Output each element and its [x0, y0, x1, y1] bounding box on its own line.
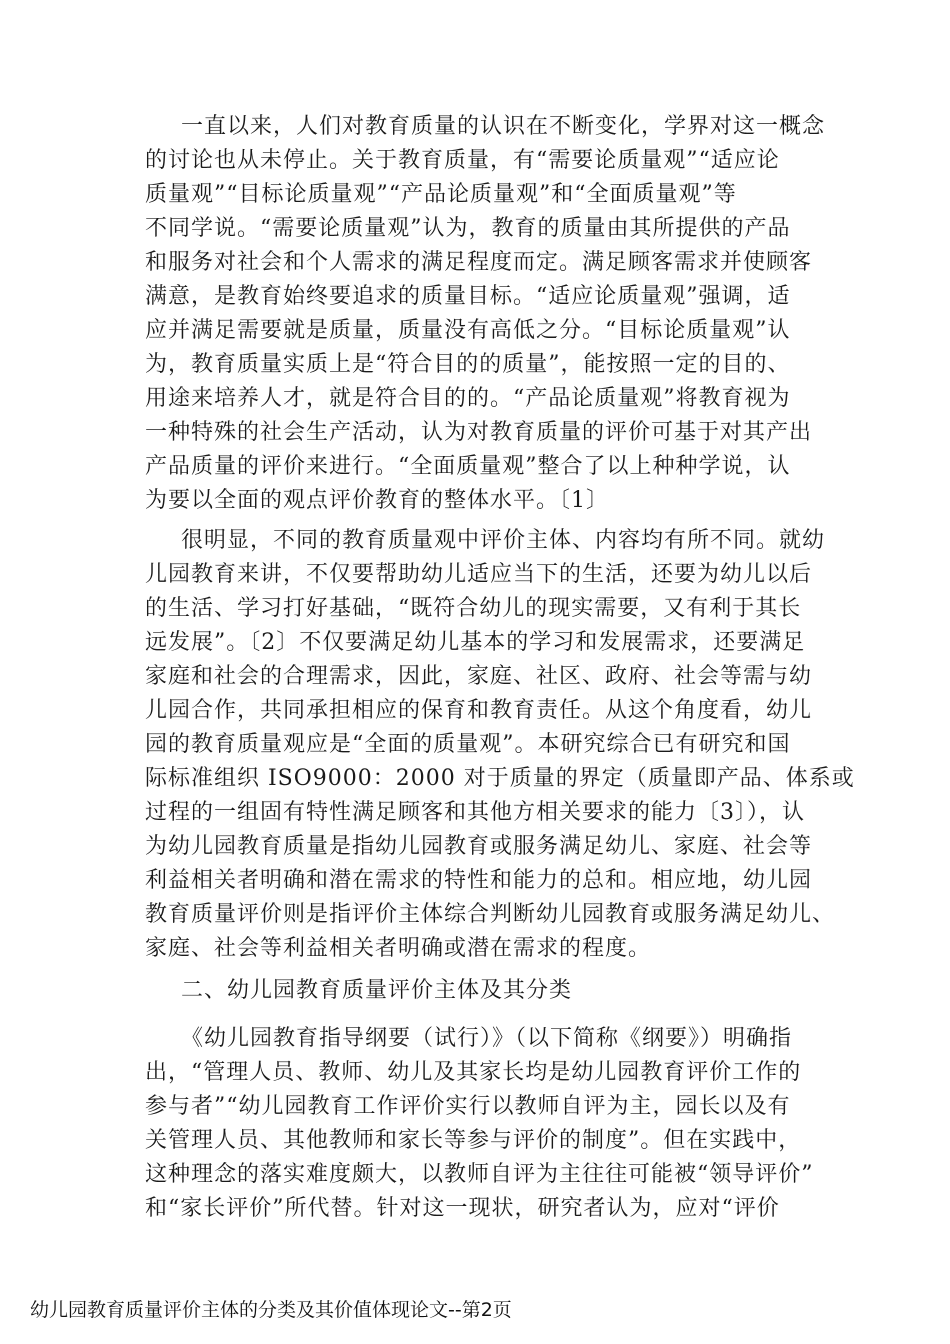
paragraph-line: 利益相关者明确和潜在需求的特性和能力的总和。相应地，幼儿园 [145, 868, 813, 893]
paragraph-line: 过程的一组固有特性满足顾客和其他方相关要求的能力〔3〕），认 [145, 800, 805, 825]
paragraph-line: 关管理人员、其他教师和家长等参与评价的制度”。但在实践中， [145, 1128, 802, 1153]
paragraph-line: 满意，是教育始终要追求的质量目标。“适应论质量观”强调，适 [145, 284, 791, 309]
paragraph-line: 家庭和社会的合理需求，因此，家庭、社区、政府、社会等需与幼 [145, 664, 813, 689]
paragraph-line: 教育质量评价则是指评价主体综合判断幼儿园教育或服务满足幼儿、 [145, 902, 836, 927]
paragraph-line: 出，“管理人员、教师、幼儿及其家长均是幼儿园教育评价工作的 [145, 1060, 802, 1085]
paragraph-line: 儿园合作，共同承担相应的保育和教育责任。从这个角度看，幼儿 [145, 698, 813, 723]
section-heading: 二、幼儿园教育质量评价主体及其分类 [181, 978, 573, 1003]
paragraph-line: 一种特殊的社会生产活动，认为对教育质量的评价可基于对其产出 [145, 420, 813, 445]
paragraph-line: 儿园教育来讲，不仅要帮助幼儿适应当下的生活，还要为幼儿以后 [145, 562, 813, 587]
paragraph-line: 一直以来，人们对教育质量的认识在不断变化，学界对这一概念 [181, 114, 826, 139]
paragraph-evaluation-subjects [145, 1022, 825, 1226]
paragraph-line: 和服务对社会和个人需求的满足程度而定。满足顾客需求并使顾客 [145, 250, 813, 275]
paragraph-line: 家庭、社会等利益相关者明确或潜在需求的程度。 [145, 936, 652, 961]
paragraph-line: 这种理念的落实难度颇大，以教师自评为主往往可能被“领导评价” [145, 1162, 814, 1187]
paragraph-kindergarten-quality-definition [145, 524, 855, 966]
paragraph-line: 园的教育质量观应是“全面的质量观”。本研究综合已有研究和国 [145, 732, 791, 757]
paragraph-line: 和“家长评价”所代替。针对这一现状，研究者认为，应对“评价 [145, 1196, 780, 1221]
paragraph-line: 为要以全面的观点评价教育的整体水平。〔1〕 [145, 488, 609, 513]
paragraph-line: 质量观”“目标论质量观”“产品论质量观”和“全面质量观”等 [145, 182, 737, 207]
paragraph-line: 的生活、学习打好基础，“既符合幼儿的现实需要，又有利于其长 [145, 596, 802, 621]
paragraph-line: 的讨论也从未停止。关于教育质量，有“需要论质量观”“适应论 [145, 148, 780, 173]
paragraph-line: 为，教育质量实质上是“符合目的的质量”，能按照一定的目的、 [145, 352, 791, 377]
paragraph-line: 用途来培养人才，就是符合目的的。“产品论质量观”将教育视为 [145, 386, 791, 411]
paragraph-line: 际标准组织 ISO9000：2000 对于质量的界定（质量即产品、体系或 [145, 766, 855, 791]
paragraph-line: 为幼儿园教育质量是指幼儿园教育或服务满足幼儿、家庭、社会等 [145, 834, 813, 859]
paragraph-line: 远发展”。〔2〕不仅要满足幼儿基本的学习和发展需求，还要满足 [145, 630, 806, 655]
paragraph-line: 《幼儿园教育指导纲要（试行）》（以下简称《纲要》）明确指 [181, 1026, 793, 1051]
paragraph-line: 应并满足需要就是质量，质量没有高低之分。“目标论质量观”认 [145, 318, 791, 343]
paragraph-line: 不同学说。“需要论质量观”认为，教育的质量由其所提供的产品 [145, 216, 791, 241]
paragraph-line: 产品质量的评价来进行。“全面质量观”整合了以上种种学说，认 [145, 454, 791, 479]
paragraph-line: 参与者”“幼儿园教育工作评价实行以教师自评为主，园长以及有 [145, 1094, 791, 1119]
paragraph-education-quality-views [145, 110, 825, 518]
paragraph-line: 很明显，不同的教育质量观中评价主体、内容均有所不同。就幼 [181, 528, 826, 553]
page-footer: 幼儿园教育质量评价主体的分类及其价值体现论文--第2页 [30, 1299, 512, 1321]
